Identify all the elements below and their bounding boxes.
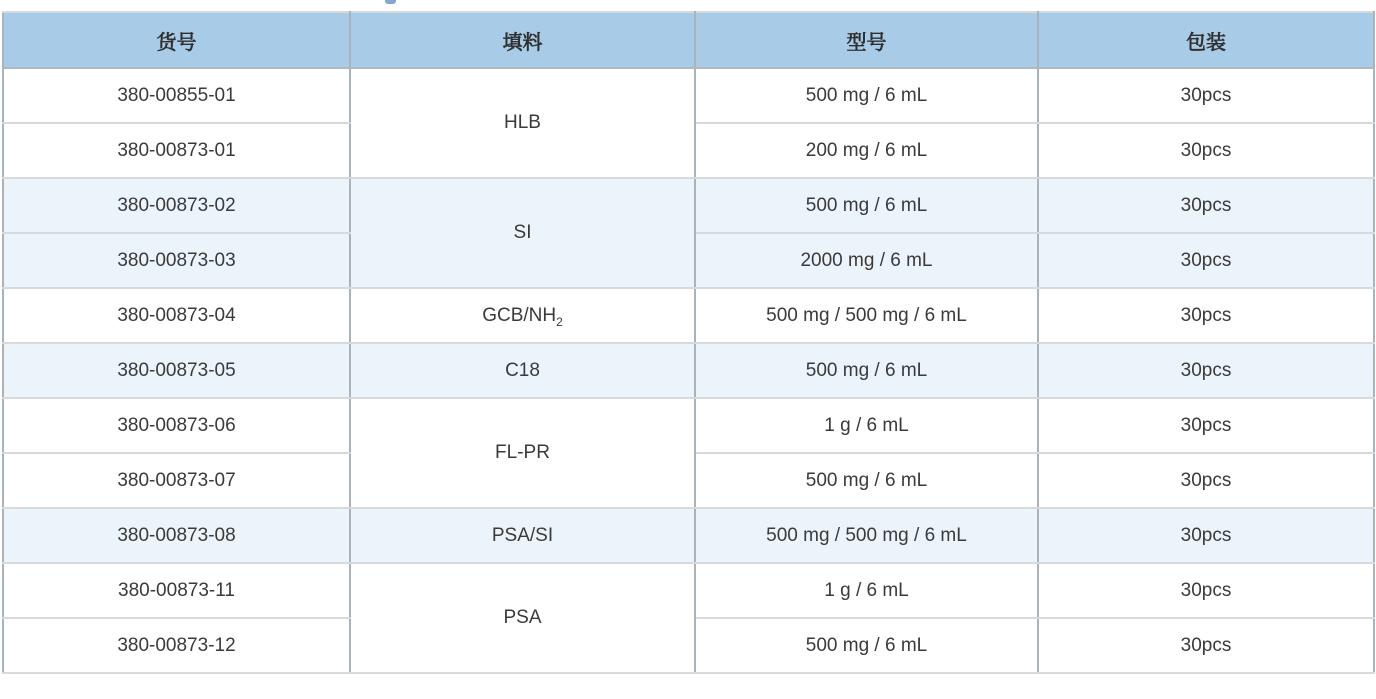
cell-filler [350, 288, 695, 343]
header-row [3, 12, 1374, 68]
cell-model: 500 mg / 6 mL [695, 453, 1038, 508]
cell-model: 500 mg / 6 mL [695, 618, 1038, 673]
cell-model: 500 mg / 6 mL [695, 178, 1038, 233]
cell-item-no: 380-00873-08 [3, 508, 350, 563]
cell-pack: 30pcs [1038, 508, 1374, 563]
cell-pack: 30pcs [1038, 233, 1374, 288]
table-row [3, 178, 1374, 233]
filler-label: HLB [504, 112, 541, 133]
column-header-item-no: 货号 [3, 12, 350, 68]
cell-item-no: 380-00873-07 [3, 453, 350, 508]
table-row [3, 68, 1374, 123]
product-table [2, 11, 1375, 674]
cell-pack: 30pcs [1038, 68, 1374, 123]
column-header-packing: 包装 [1038, 12, 1374, 68]
cell-model: 2000 mg / 6 mL [695, 233, 1038, 288]
cell-pack: 30pcs [1038, 178, 1374, 233]
table-row [3, 398, 1374, 453]
cell-item-no: 380-00873-05 [3, 343, 350, 398]
cell-pack: 30pcs [1038, 453, 1374, 508]
cell-model: 1 g / 6 mL [695, 563, 1038, 618]
filler-subscript: 2 [556, 314, 563, 329]
cell-model: 500 mg / 500 mg / 6 mL [695, 288, 1038, 343]
cell-item-no: 380-00873-03 [3, 233, 350, 288]
cell-filler [350, 398, 695, 508]
table-row [3, 288, 1374, 343]
cell-filler [350, 178, 695, 288]
cell-pack: 30pcs [1038, 123, 1374, 178]
column-header-model: 型号 [695, 12, 1038, 68]
filler-label: SI [513, 222, 532, 243]
cell-pack: 30pcs [1038, 288, 1374, 343]
filler-label: C18 [505, 359, 540, 381]
cell-model: 500 mg / 6 mL [695, 68, 1038, 123]
cell-item-no: 380-00873-04 [3, 288, 350, 343]
cell-item-no: 380-00873-12 [3, 618, 350, 673]
cell-pack: 30pcs [1038, 563, 1374, 618]
cell-filler [350, 563, 695, 673]
cell-model: 200 mg / 6 mL [695, 123, 1038, 178]
cell-pack: 30pcs [1038, 618, 1374, 673]
cell-filler [350, 68, 695, 178]
column-header-filler: 填料 [350, 12, 695, 68]
filler-label: FL-PR [495, 442, 550, 463]
cell-item-no: 380-00873-02 [3, 178, 350, 233]
cell-item-no: 380-00873-01 [3, 123, 350, 178]
filler-label: GCB/NH [482, 304, 557, 326]
cell-model: 500 mg / 6 mL [695, 343, 1038, 398]
cell-model: 500 mg / 500 mg / 6 mL [695, 508, 1038, 563]
cell-pack: 30pcs [1038, 398, 1374, 453]
cell-item-no: 380-00873-06 [3, 398, 350, 453]
cell-filler [350, 343, 695, 398]
filler-label: PSA/SI [491, 524, 554, 546]
cell-item-no: 380-00855-01 [3, 68, 350, 123]
filler-label: PSA [503, 607, 542, 628]
table-row [3, 508, 1374, 563]
cell-filler [350, 508, 695, 563]
table-row [3, 563, 1374, 618]
table-row [3, 343, 1374, 398]
cropped-content-fragment [385, 0, 396, 4]
cell-model: 1 g / 6 mL [695, 398, 1038, 453]
cell-pack: 30pcs [1038, 343, 1374, 398]
cell-item-no: 380-00873-11 [3, 563, 350, 618]
